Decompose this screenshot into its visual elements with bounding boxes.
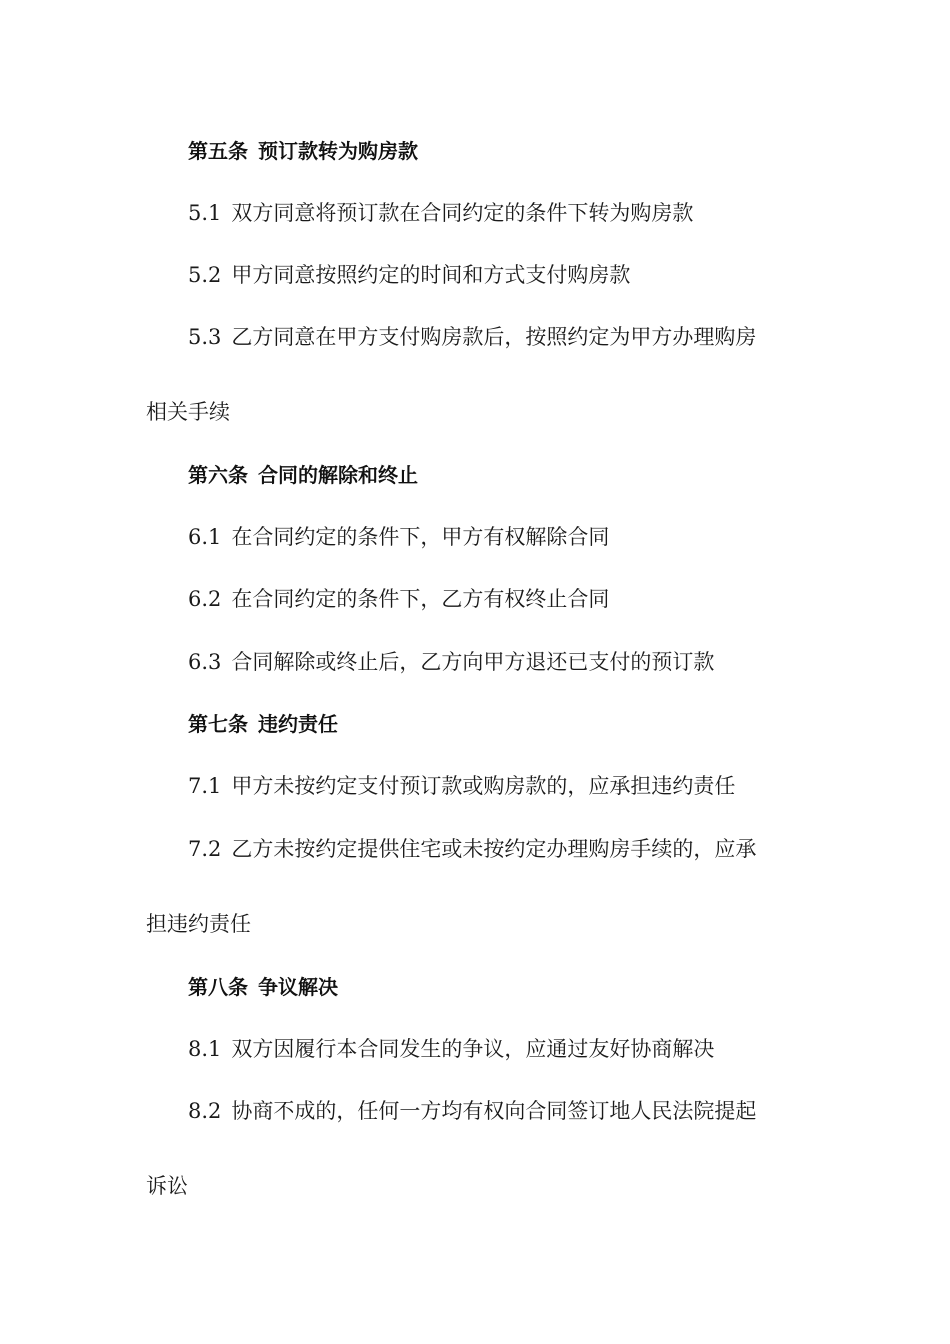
clause <box>188 647 868 677</box>
clause-number: 8.1 <box>188 1037 222 1061</box>
clause <box>188 198 868 228</box>
clause <box>188 584 868 614</box>
clause-number: 6.3 <box>188 650 222 674</box>
section-title: 预订款转为购房款 <box>258 139 418 163</box>
clause-text: 在合同约定的条件下，甲方有权解除合同 <box>231 525 610 549</box>
section-title: 合同的解除和终止 <box>258 463 418 487</box>
clause <box>188 322 868 352</box>
clause <box>188 1096 868 1126</box>
clause-continuation: 担违约责任 <box>146 912 251 936</box>
clause <box>188 260 868 290</box>
section-heading <box>188 972 868 1002</box>
section-title: 争议解决 <box>258 975 338 999</box>
clause-continuation: 相关手续 <box>146 400 230 424</box>
clause-number: 6.1 <box>188 525 222 549</box>
section-label: 第七条 <box>188 712 248 736</box>
clause-text: 双方同意将预订款在合同约定的条件下转为购房款 <box>231 201 694 225</box>
clause-text: 在合同约定的条件下，乙方有权终止合同 <box>231 587 610 611</box>
clause-continuation: 诉讼 <box>146 1174 188 1198</box>
section-label: 第八条 <box>188 975 248 999</box>
clause <box>188 1034 868 1064</box>
clause-number: 7.2 <box>188 837 222 861</box>
clause-text: 甲方同意按照约定的时间和方式支付购房款 <box>231 263 631 287</box>
clause-text: 乙方未按约定提供住宅或未按约定办理购房手续的，应承 <box>231 837 757 861</box>
section-heading <box>188 136 868 166</box>
clause-number: 8.2 <box>188 1099 222 1123</box>
clause-number: 5.1 <box>188 201 222 225</box>
section-title: 违约责任 <box>258 712 338 736</box>
section-label: 第六条 <box>188 463 248 487</box>
clause-number: 6.2 <box>188 587 222 611</box>
clause-text: 甲方未按约定支付预订款或购房款的，应承担违约责任 <box>231 774 736 798</box>
clause-text: 乙方同意在甲方支付购房款后，按照约定为甲方办理购房 <box>231 325 757 349</box>
clause-number: 5.3 <box>188 325 222 349</box>
clause <box>188 834 868 864</box>
section-label: 第五条 <box>188 139 248 163</box>
clause-number: 5.2 <box>188 263 222 287</box>
clause-text: 合同解除或终止后，乙方向甲方退还已支付的预订款 <box>231 650 715 674</box>
clause <box>188 522 868 552</box>
clause <box>188 771 868 801</box>
section-heading <box>188 460 868 490</box>
clause-text: 协商不成的，任何一方均有权向合同签订地人民法院提起 <box>231 1099 757 1123</box>
clause-number: 7.1 <box>188 774 222 798</box>
section-heading <box>188 709 868 739</box>
clause-text: 双方因履行本合同发生的争议，应通过友好协商解决 <box>231 1037 715 1061</box>
